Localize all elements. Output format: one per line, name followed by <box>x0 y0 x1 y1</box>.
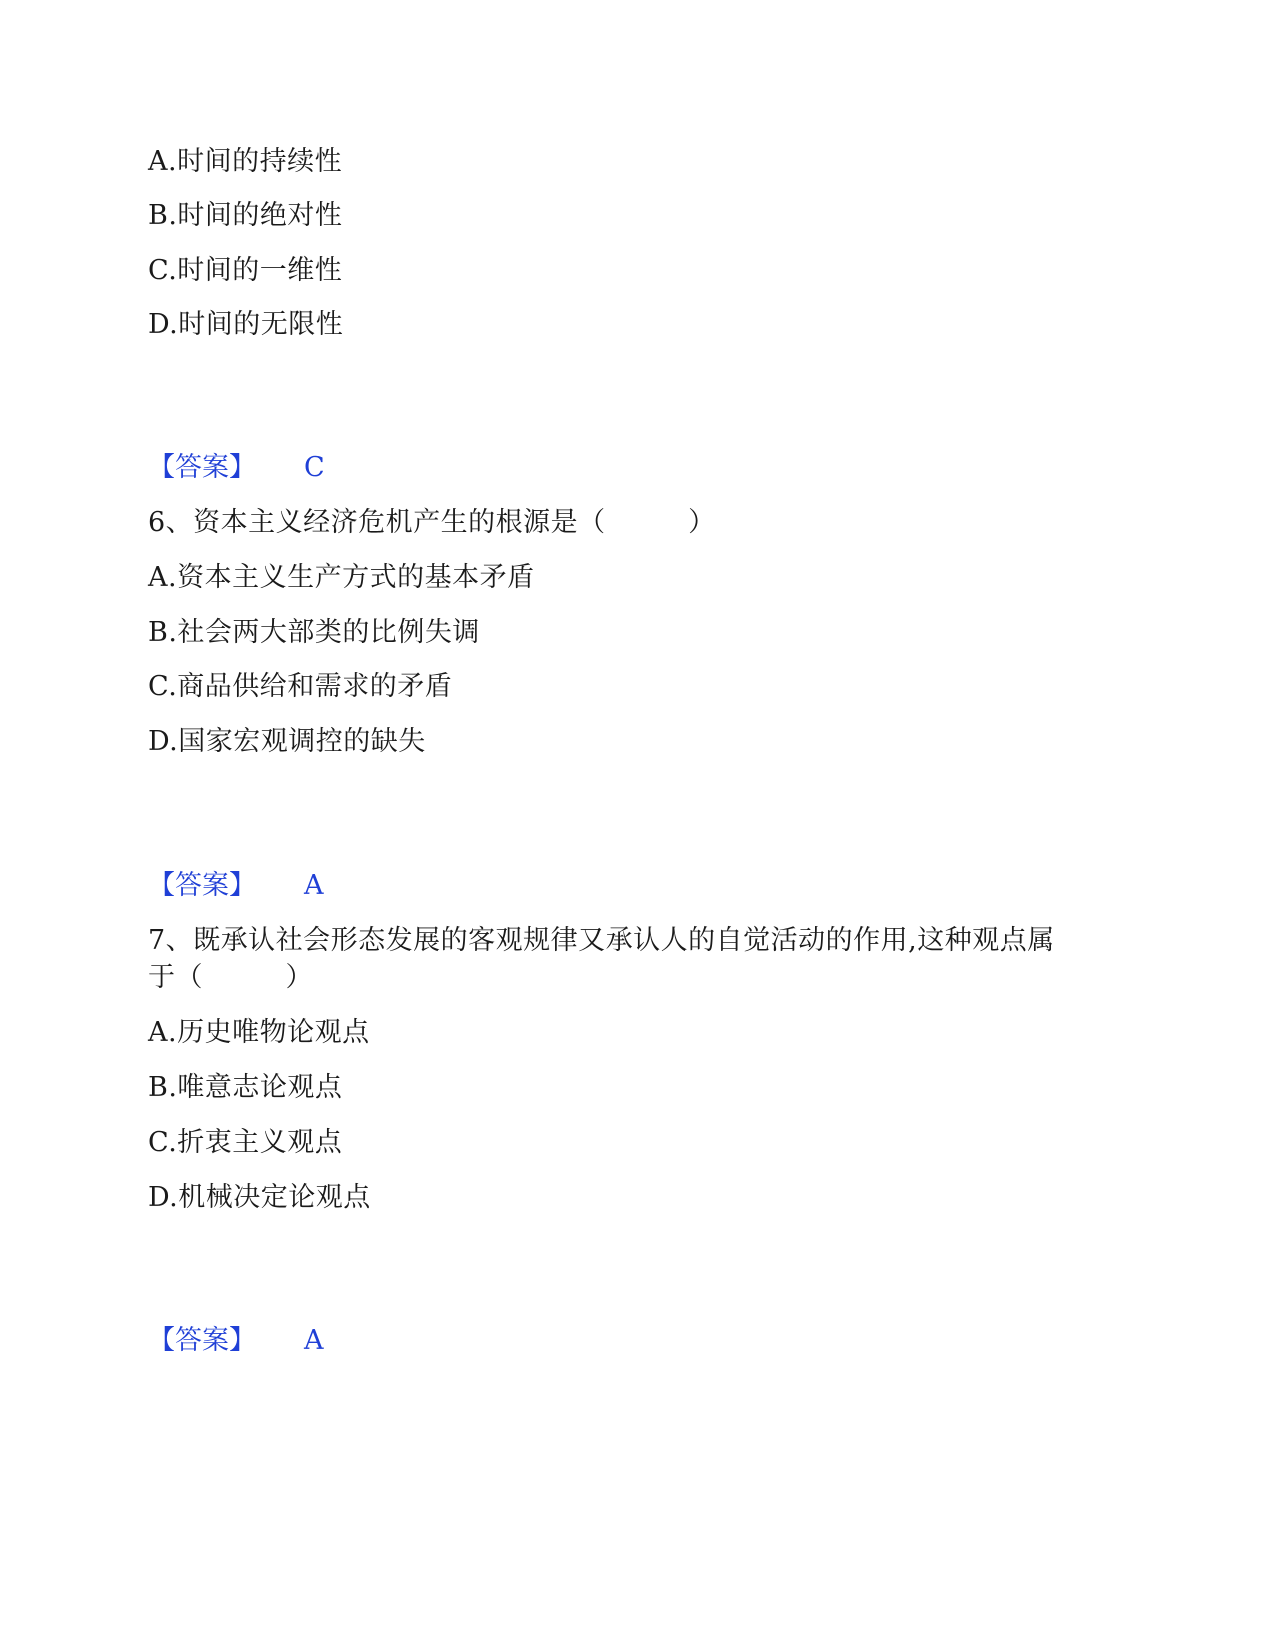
q7-option-a: A.历史唯物论观点 <box>148 1017 370 1048</box>
q7-option-b: B.唯意志论观点 <box>148 1072 343 1103</box>
q5-answer <box>148 450 325 486</box>
q7-answer <box>148 1323 324 1359</box>
q7-question-line2: 于（ ） <box>148 962 313 993</box>
q6-option-a: A.资本主义生产方式的基本矛盾 <box>148 562 535 593</box>
q6-question: 6、资本主义经济危机产生的根源是（ ） <box>148 507 716 538</box>
answer-value: A <box>304 870 324 901</box>
q6-option-c: C.商品供给和需求的矛盾 <box>148 671 453 702</box>
q5-option-d: D.时间的无限性 <box>148 309 344 340</box>
answer-tag: 【答案】 <box>148 452 256 483</box>
q6-answer <box>148 868 324 904</box>
answer-tag: 【答案】 <box>148 1325 256 1356</box>
answer-value: A <box>304 1325 324 1356</box>
q6-option-d: D.国家宏观调控的缺失 <box>148 726 426 757</box>
answer-tag: 【答案】 <box>148 870 256 901</box>
q5-option-b: B.时间的绝对性 <box>148 200 343 231</box>
q7-option-d: D.机械决定论观点 <box>148 1182 371 1213</box>
q5-option-a: A.时间的持续性 <box>148 146 343 177</box>
q5-option-c: C.时间的一维性 <box>148 255 343 286</box>
q6-option-b: B.社会两大部类的比例失调 <box>148 617 480 648</box>
answer-value: C <box>304 452 325 483</box>
q7-question-line1: 7、既承认社会形态发展的客观规律又承认人的自觉活动的作用,这种观点属 <box>148 925 1055 956</box>
q7-option-c: C.折衷主义观点 <box>148 1127 343 1158</box>
